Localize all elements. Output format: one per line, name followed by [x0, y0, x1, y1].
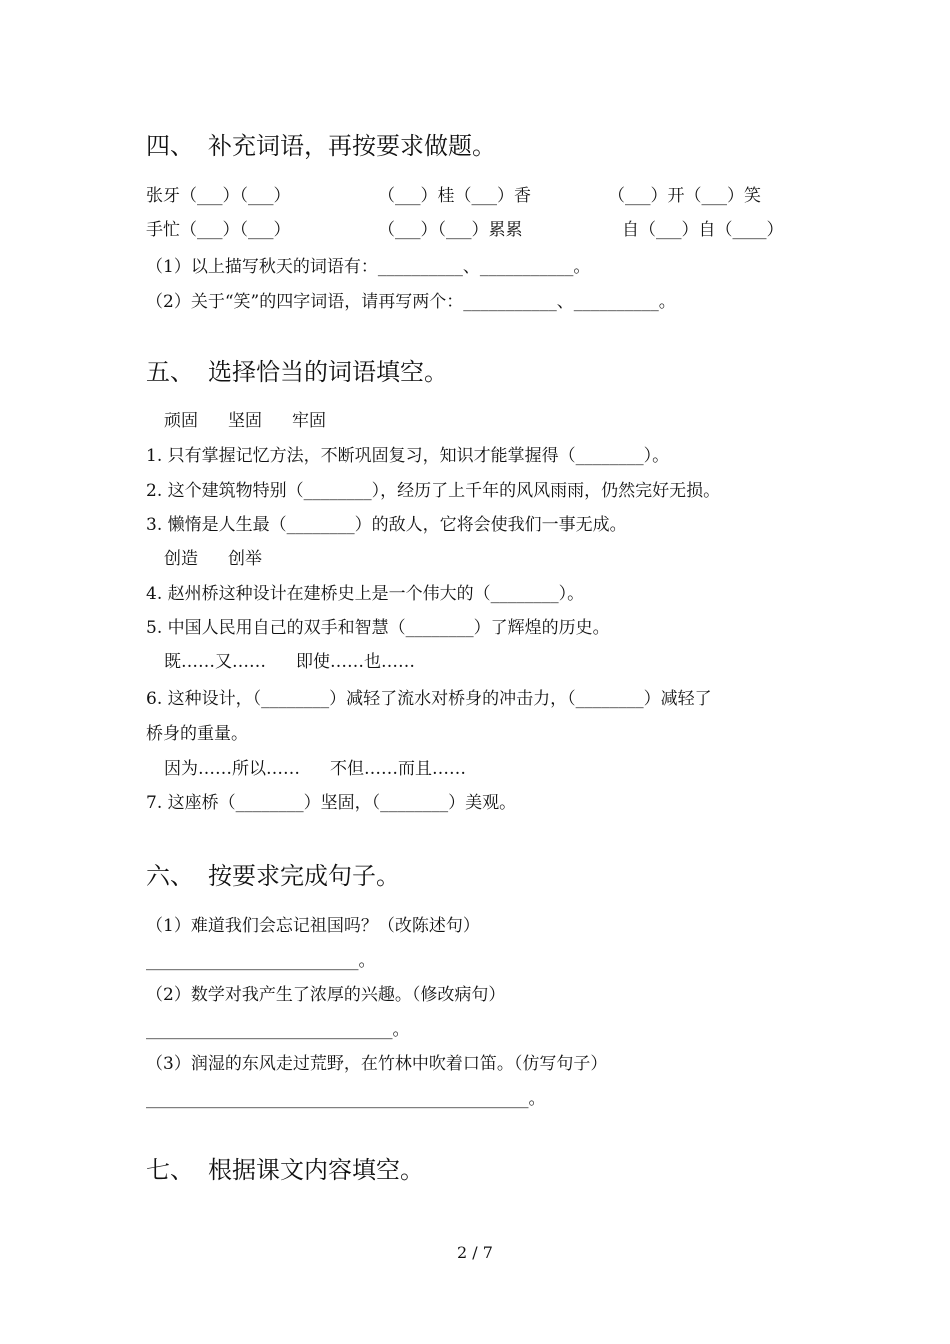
sec6-answer-line-2: _____________________________。	[146, 1020, 410, 1040]
sec6-question-2: （2）数学对我产生了浓厚的兴趣。（修改病句）	[146, 985, 506, 1005]
word-option: 既……又……	[164, 652, 266, 672]
sec6-answer-line-1: _________________________。	[146, 951, 376, 971]
sentence-3: 3. 懒惰是人生最（________）的敌人，它将会使我们一事无成。	[146, 515, 627, 535]
section-number: 六、	[146, 862, 194, 890]
sec6-question-3: （3）润湿的东风走过荒野，在竹林中吹着口笛。（仿写句子）	[146, 1054, 608, 1074]
sec4-question-1: （1）以上描写秋天的词语有：__________、___________。	[146, 257, 591, 277]
word-option: 顽固	[164, 411, 198, 431]
word-option: 即使……也……	[296, 652, 415, 672]
word-option: 不但……而且……	[330, 759, 466, 779]
section-number: 五、	[146, 358, 194, 386]
section-title: 根据课文内容填空。	[208, 1156, 424, 1184]
sec4-question-2: （2）关于“笑”的四字词语，请再写两个：___________、__________。	[146, 292, 676, 312]
word-option: 创举	[228, 549, 262, 569]
word-fill-1c: （___）开（___）笑	[608, 186, 761, 206]
sentence-7: 7. 这座桥（________）坚固，（________）美观。	[146, 793, 517, 813]
sentence-6-continued: 桥身的重量。	[146, 724, 248, 744]
section-number: 七、	[146, 1156, 194, 1184]
section-number: 四、	[146, 132, 194, 160]
page-number: 2 / 7	[457, 1243, 493, 1262]
section-title: 补充词语，再按要求做题。	[208, 132, 496, 160]
word-options-4	[164, 757, 496, 781]
section-5-heading	[146, 357, 448, 387]
sentence-4: 4. 赵州桥这种设计在建桥史上是一个伟大的（________）。	[146, 584, 585, 604]
sentence-2: 2. 这个建筑物特别（________），经历了上千年的风风雨雨，仍然完好无损。	[146, 481, 721, 501]
word-option: 因为……所以……	[164, 759, 300, 779]
word-option: 牢固	[292, 411, 326, 431]
section-7-heading	[146, 1155, 424, 1185]
word-fill-1b: （___）桂（___）香	[378, 186, 531, 206]
section-title: 按要求完成句子。	[208, 862, 400, 890]
section-4-heading	[146, 131, 496, 161]
word-options-2	[164, 547, 292, 571]
sentence-5: 5. 中国人民用自己的双手和智慧（________）了辉煌的历史。	[146, 618, 610, 638]
word-option: 坚固	[228, 411, 262, 431]
sec6-answer-line-3: _____________________________________________。	[146, 1089, 546, 1109]
word-fill-2b: （___）（___）累累	[378, 220, 523, 240]
sentence-6: 6. 这种设计，（________）减轻了流水对桥身的冲击力，（________）减轻了	[146, 689, 712, 709]
word-fill-2a: 手忙（___）（___）	[146, 220, 291, 240]
word-option: 创造	[164, 549, 198, 569]
sentence-1: 1. 只有掌握记忆方法，不断巩固复习，知识才能掌握得（________）。	[146, 446, 670, 466]
word-options-3	[164, 650, 445, 674]
section-6-heading	[146, 861, 400, 891]
sec6-question-1: （1）难道我们会忘记祖国吗？（改陈述句）	[146, 916, 480, 936]
word-options-1	[164, 409, 356, 433]
word-fill-1a: 张牙（___）（___）	[146, 186, 291, 206]
section-title: 选择恰当的词语填空。	[208, 358, 448, 386]
word-fill-2c: 自（___）自（____）	[622, 220, 784, 240]
